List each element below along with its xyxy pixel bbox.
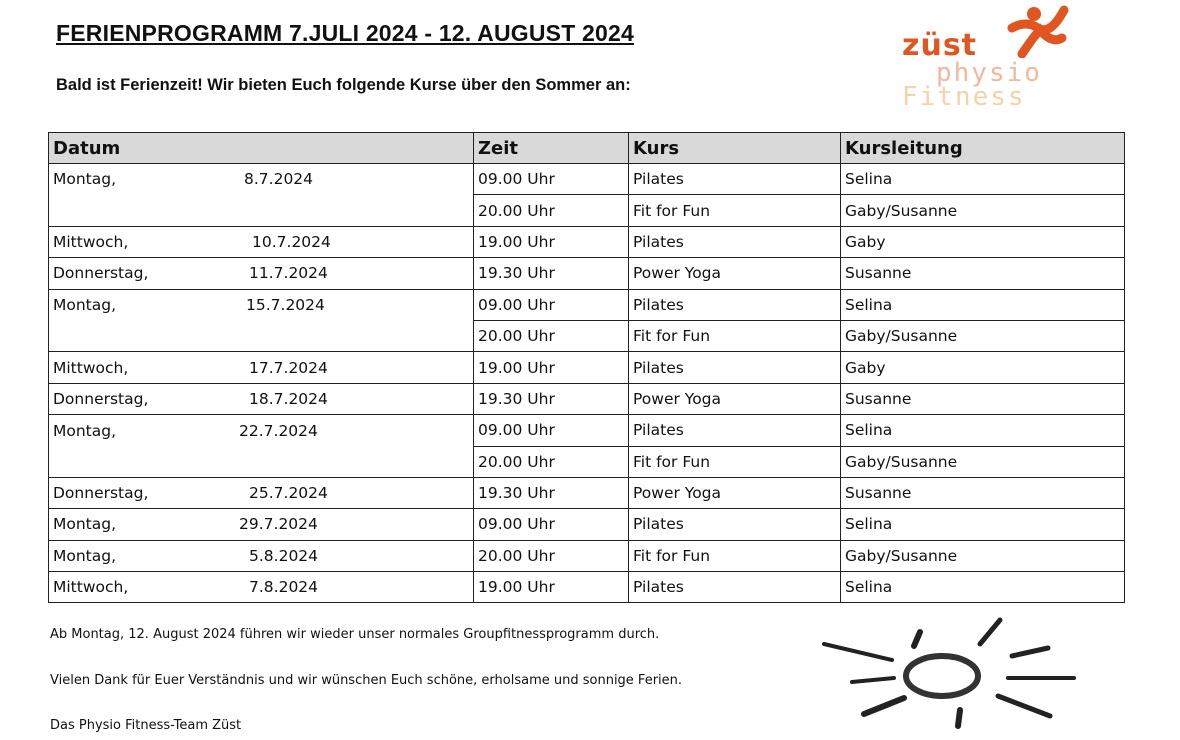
- cell-kursleitung: Gaby/Susanne: [841, 320, 1125, 351]
- logo-text-physio: physio: [936, 58, 1042, 88]
- cell-kurs: Pilates: [629, 226, 841, 257]
- cell-kursleitung: Selina: [841, 164, 1125, 195]
- cell-date: 7.8.2024: [249, 578, 319, 597]
- table-row: [49, 164, 1125, 195]
- cell-date: 15.7.2024: [246, 296, 325, 314]
- cell-day: Montag,: [53, 546, 117, 565]
- zuest-logo: [896, 0, 1066, 112]
- cell-kurs: Fit for Fun: [629, 446, 841, 477]
- cell-datum: [49, 164, 474, 195]
- table-row: [49, 540, 1125, 571]
- cell-kurs: Pilates: [629, 572, 841, 603]
- cell-zeit: 19.00 Uhr: [474, 572, 629, 603]
- cell-datum: [49, 195, 474, 226]
- cell-datum: [49, 572, 474, 603]
- logo-text-zuest: züst: [902, 28, 978, 63]
- cell-kurs: Pilates: [629, 509, 841, 540]
- course-schedule-table: [48, 132, 1125, 603]
- cell-zeit: 19.30 Uhr: [474, 477, 629, 508]
- cell-datum: [49, 446, 474, 477]
- cell-kurs: Fit for Fun: [629, 540, 841, 571]
- footer-note: Ab Montag, 12. August 2024 führen wir wieder unser normales Groupfitnessprogramm durch.: [50, 627, 660, 642]
- footer-signature: Das Physio Fitness-Team Züst: [50, 718, 242, 733]
- cell-kursleitung: Gaby/Susanne: [841, 446, 1125, 477]
- cell-zeit: 19.00 Uhr: [474, 352, 629, 383]
- cell-zeit: 20.00 Uhr: [474, 320, 629, 351]
- cell-datum: [49, 226, 474, 257]
- cell-zeit: 09.00 Uhr: [474, 164, 629, 195]
- table-row: [49, 477, 1125, 508]
- cell-kursleitung: Selina: [841, 509, 1125, 540]
- cell-date: 8.7.2024: [244, 170, 314, 189]
- cell-datum: [49, 415, 474, 446]
- cell-date: 22.7.2024: [239, 421, 318, 440]
- header-kursleitung: Kursleitung: [841, 133, 1125, 164]
- cell-date: 25.7.2024: [249, 484, 328, 503]
- cell-zeit: 19.00 Uhr: [474, 226, 629, 257]
- cell-kurs: Fit for Fun: [629, 195, 841, 226]
- cell-kursleitung: Selina: [841, 572, 1125, 603]
- cell-day: Montag,: [53, 170, 117, 189]
- table-row: [49, 509, 1125, 540]
- header-zeit: Zeit: [474, 133, 629, 164]
- cell-kurs: Power Yoga: [629, 258, 841, 289]
- table-row: [49, 320, 1125, 351]
- cell-day: Donnerstag,: [53, 389, 149, 408]
- cell-kursleitung: Gaby/Susanne: [841, 540, 1125, 571]
- cell-kursleitung: Gaby: [841, 352, 1125, 383]
- cell-day: Donnerstag,: [53, 264, 149, 283]
- cell-day: Montag,: [53, 421, 117, 440]
- page-subtitle: Bald ist Ferienzeit! Wir bieten Euch folgende Kurse über den Sommer an:: [56, 76, 631, 94]
- table-row: [49, 289, 1125, 320]
- page-title: FERIENPROGRAMM 7.JULI 2024 - 12. AUGUST 2024: [56, 20, 634, 46]
- table-row: [49, 383, 1125, 414]
- table-header-row: [49, 133, 1125, 164]
- cell-kursleitung: Susanne: [841, 383, 1125, 414]
- cell-datum: [49, 258, 474, 289]
- cell-day: Mittwoch,: [53, 578, 129, 597]
- table-row: [49, 195, 1125, 226]
- cell-datum: [49, 320, 474, 351]
- cell-kursleitung: Susanne: [841, 477, 1125, 508]
- sun-icon: [812, 612, 1082, 732]
- cell-kurs: Pilates: [629, 164, 841, 195]
- cell-kurs: Pilates: [629, 415, 841, 446]
- header-datum: Datum: [49, 133, 474, 164]
- cell-zeit: 20.00 Uhr: [474, 540, 629, 571]
- cell-kurs: Power Yoga: [629, 477, 841, 508]
- cell-datum: [49, 540, 474, 571]
- cell-day: Mittwoch,: [53, 232, 129, 251]
- table-row: [49, 226, 1125, 257]
- cell-day: Mittwoch,: [53, 358, 129, 377]
- footer-thanks: Vielen Dank für Euer Verständnis und wir wünschen Euch schöne, erholsame und sonnige Ferien.: [50, 673, 683, 688]
- cell-day: Montag,: [53, 296, 117, 314]
- table-row: [49, 572, 1125, 603]
- cell-datum: [49, 477, 474, 508]
- cell-zeit: 20.00 Uhr: [474, 195, 629, 226]
- cell-date: 11.7.2024: [249, 264, 328, 283]
- cell-day: Montag,: [53, 515, 117, 534]
- cell-kurs: Power Yoga: [629, 383, 841, 414]
- cell-date: 17.7.2024: [249, 358, 328, 377]
- cell-zeit: 09.00 Uhr: [474, 509, 629, 540]
- logo-text-fitness: Fitness: [902, 82, 1026, 112]
- cell-zeit: 09.00 Uhr: [474, 289, 629, 320]
- cell-kursleitung: Susanne: [841, 258, 1125, 289]
- cell-kurs: Pilates: [629, 289, 841, 320]
- cell-zeit: 20.00 Uhr: [474, 446, 629, 477]
- cell-kursleitung: Selina: [841, 415, 1125, 446]
- cell-datum: [49, 509, 474, 540]
- cell-day: Donnerstag,: [53, 484, 149, 503]
- table-row: [49, 258, 1125, 289]
- table-row: [49, 352, 1125, 383]
- cell-datum: [49, 352, 474, 383]
- cell-zeit: 19.30 Uhr: [474, 383, 629, 414]
- stick-figure-icon: [1004, 0, 1074, 58]
- cell-date: 29.7.2024: [239, 515, 318, 534]
- cell-date: 10.7.2024: [252, 232, 331, 251]
- cell-kurs: Fit for Fun: [629, 320, 841, 351]
- cell-datum: [49, 289, 474, 320]
- cell-zeit: 09.00 Uhr: [474, 415, 629, 446]
- cell-zeit: 19.30 Uhr: [474, 258, 629, 289]
- cell-datum: [49, 383, 474, 414]
- cell-kursleitung: Gaby: [841, 226, 1125, 257]
- table-row: [49, 446, 1125, 477]
- cell-kurs: Pilates: [629, 352, 841, 383]
- table-row: [49, 415, 1125, 446]
- cell-kursleitung: Gaby/Susanne: [841, 195, 1125, 226]
- cell-date: 18.7.2024: [249, 389, 328, 408]
- cell-kursleitung: Selina: [841, 289, 1125, 320]
- header-kurs: Kurs: [629, 133, 841, 164]
- cell-date: 5.8.2024: [249, 546, 319, 565]
